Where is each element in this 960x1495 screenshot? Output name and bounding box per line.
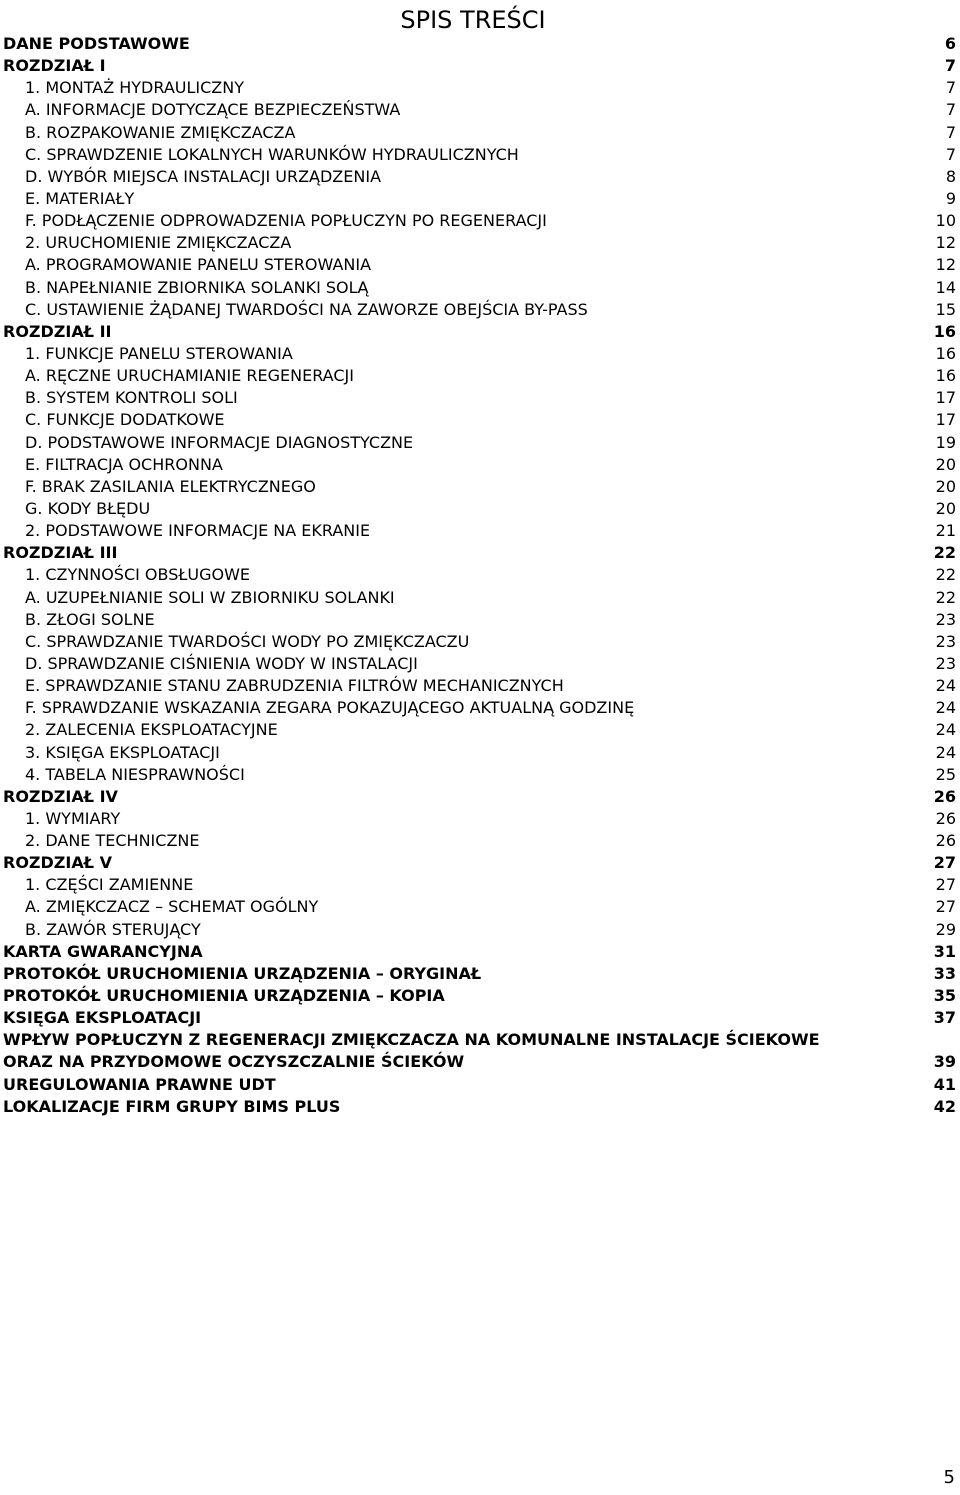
toc-entry-title: G. KODY BŁĘDU [25,498,151,518]
toc-entry-page: 17 [935,388,956,408]
toc-entry-title: A. RĘCZNE URUCHAMIANIE REGENERACJI [25,366,354,386]
toc-entry-title: B. ZAWÓR STERUJĄCY [25,919,201,939]
toc-entry[interactable] [3,166,956,188]
toc-entry-page: 39 [933,1052,956,1072]
toc-entry-title: ORAZ NA PRZYDOMOWE OCZYSZCZALNIE ŚCIEKÓW [3,1052,465,1072]
toc-entry[interactable] [3,277,956,299]
toc-entry-page: 7 [945,78,956,98]
toc-entry-page: 10 [935,211,956,231]
toc-entry-title: D. WYBÓR MIEJSCA INSTALACJI URZĄDZENIA [25,166,382,186]
toc-entry[interactable] [3,321,956,343]
toc-entry-page: 6 [944,34,956,53]
toc-entry[interactable] [3,33,956,55]
toc-entry[interactable] [3,963,956,985]
toc-entry-title: F. SPRAWDZANIE WSKAZANIA ZEGARA POKAZUJĄCEGO AKTUALNĄ GODZINĘ [25,698,635,718]
toc-entry[interactable] [3,254,956,276]
toc-entry-page: 24 [935,720,956,740]
toc-entry[interactable] [3,631,956,653]
toc-entry-title: ROZDZIAŁ II [3,321,112,341]
toc-entry[interactable] [3,232,956,254]
toc-entry-title: ROZDZIAŁ III [3,543,118,563]
toc-entry[interactable] [3,742,956,764]
toc-entry[interactable] [3,564,956,586]
toc-entry-page: 20 [935,454,956,474]
toc-entry-page: 27 [935,875,956,895]
toc-entry-page: 7 [945,144,956,164]
toc-entry-page: 33 [933,963,956,983]
toc-entry-page: 17 [935,410,956,430]
toc-entry-title: A. PROGRAMOWANIE PANELU STEROWANIA [25,255,372,275]
toc-entry[interactable] [3,343,956,365]
toc-entry-page: 12 [935,233,956,253]
toc-entry[interactable] [3,1096,956,1118]
toc-entry[interactable] [3,609,956,631]
toc-entry-title: 2. PODSTAWOWE INFORMACJE NA EKRANIE [25,521,371,541]
toc-entry-title: LOKALIZACJE FIRM GRUPY BIMS PLUS [3,1096,341,1116]
toc-entry-page: 42 [933,1096,956,1116]
toc-entry[interactable] [3,941,956,963]
toc-entry[interactable] [3,830,956,852]
toc-entry-title: 1. CZYNNOŚCI OBSŁUGOWE [25,565,250,585]
toc-entry-title: 1. CZĘŚCI ZAMIENNE [25,875,194,895]
toc-entry[interactable] [3,1051,956,1073]
toc-entry-title: KARTA GWARANCYJNA [3,941,203,961]
toc-entry-title: D. SPRAWDZANIE CIŚNIENIA WODY W INSTALACJI [25,653,418,673]
toc-entry[interactable] [3,387,956,409]
toc-entry-page: 23 [935,631,956,651]
toc-entry-page: 16 [935,343,956,363]
toc-entry-page: 25 [935,764,956,784]
toc-entry-title: B. SYSTEM KONTROLI SOLI [25,388,238,408]
toc-entry[interactable] [3,299,956,321]
toc-entry-title: D. PODSTAWOWE INFORMACJE DIAGNOSTYCZNE [25,432,414,452]
toc-entry-page: 12 [935,255,956,275]
toc-entry[interactable] [3,675,956,697]
toc-entry[interactable] [3,985,956,1007]
toc-entry-page: 20 [935,498,956,518]
toc-entry-title: F. PODŁĄCZENIE ODPROWADZENIA POPŁUCZYN PO REGENERACJI [25,211,547,231]
page-title: SPIS TREŚCI [400,6,546,34]
toc-entry-title: B. NAPEŁNIANIE ZBIORNIKA SOLANKI SOLĄ [25,277,369,297]
toc-entry-page: 37 [933,1008,956,1028]
table-of-contents [3,33,956,1118]
toc-entry[interactable] [3,365,956,387]
toc-entry-page: 22 [935,587,956,607]
toc-entry-title: C. SPRAWDZANIE TWARDOŚCI WODY PO ZMIĘKCZACZU [25,631,470,651]
toc-entry[interactable] [3,1007,956,1029]
toc-entry-page: 21 [935,521,956,541]
toc-entry-title: C. USTAWIENIE ŻĄDANEJ TWARDOŚCI NA ZAWORZE OBEJŚCIA BY-PASS [25,299,588,319]
toc-entry[interactable] [3,144,956,166]
toc-entry-title: DANE PODSTAWOWE [3,34,190,53]
toc-entry-page: 27 [935,897,956,917]
toc-entry[interactable] [3,896,956,918]
page-number: 5 [943,1467,955,1488]
toc-entry-page: 23 [935,653,956,673]
toc-entry-page: 7 [945,100,956,120]
toc-entry[interactable] [3,653,956,675]
toc-entry-title: KSIĘGA EKSPLOATACJI [3,1008,202,1028]
toc-entry-page: 26 [935,808,956,828]
toc-entry-title: PROTOKÓŁ URUCHOMIENIA URZĄDZENIA – KOPIA [3,986,445,1006]
toc-entry-title: E. MATERIAŁY [25,188,135,208]
toc-entry[interactable] [3,99,956,121]
toc-entry-title: A. INFORMACJE DOTYCZĄCE BEZPIECZEŃSTWA [25,100,401,120]
toc-entry-title: ROZDZIAŁ V [3,853,112,873]
toc-entry-page: 20 [935,476,956,496]
toc-entry-page: 27 [933,853,956,873]
toc-entry-page: 14 [935,277,956,297]
toc-entry-title: A. ZMIĘKCZACZ – SCHEMAT OGÓLNY [25,897,319,917]
toc-entry[interactable] [3,808,956,830]
toc-entry-title: ROZDZIAŁ IV [3,786,118,806]
toc-entry-title: E. FILTRACJA OCHRONNA [25,454,223,474]
toc-entry[interactable] [3,498,956,520]
toc-entry[interactable] [3,476,956,498]
toc-entry-page: 26 [933,786,956,806]
toc-entry-title: C. FUNKCJE DODATKOWE [25,410,225,430]
toc-entry[interactable] [3,852,956,874]
toc-entry-page: 7 [944,56,956,76]
toc-entry-title: B. ZŁOGI SOLNE [25,609,155,629]
toc-entry-title: E. SPRAWDZANIE STANU ZABRUDZENIA FILTRÓW MECHANICZNYCH [25,676,564,696]
toc-entry-title: PROTOKÓŁ URUCHOMIENIA URZĄDZENIA – ORYGINAŁ [3,963,482,983]
toc-entry[interactable] [3,210,956,232]
toc-entry-title: UREGULOWANIA PRAWNE UDT [3,1074,276,1094]
toc-entry[interactable] [3,432,956,454]
toc-entry-page: 8 [945,166,956,186]
toc-entry-page: 24 [935,676,956,696]
toc-entry-page: 15 [935,299,956,319]
toc-entry[interactable] [3,786,956,808]
toc-entry-title: A. UZUPEŁNIANIE SOLI W ZBIORNIKU SOLANKI [25,587,395,607]
toc-entry-title: WPŁYW POPŁUCZYN Z REGENERACJI ZMIĘKCZACZA NA KOMUNALNE INSTALACJE ŚCIEKOWE [3,1030,820,1050]
toc-entry[interactable] [3,520,956,542]
toc-entry-title: 3. KSIĘGA EKSPLOATACJI [25,742,220,762]
toc-entry-page: 16 [935,366,956,386]
toc-entry-title: F. BRAK ZASILANIA ELEKTRYCZNEGO [25,476,316,496]
toc-entry-page: 23 [935,609,956,629]
toc-entry-page: 9 [945,188,956,208]
toc-entry-page: 26 [935,831,956,851]
toc-entry[interactable] [3,409,956,431]
toc-entry[interactable] [3,1029,956,1051]
toc-entry-page: 24 [935,698,956,718]
toc-entry[interactable] [3,1074,956,1096]
toc-entry-page: 41 [933,1074,956,1094]
toc-entry-page: 29 [935,919,956,939]
toc-entry-page: 7 [945,122,956,142]
toc-entry-page: 24 [935,742,956,762]
toc-entry-title: 2. DANE TECHNICZNE [25,831,200,851]
toc-entry[interactable] [3,764,956,786]
toc-entry-page: 19 [935,432,956,452]
toc-entry-page: 22 [935,565,956,585]
toc-entry[interactable] [3,454,956,476]
toc-entry-page: 22 [933,543,956,563]
toc-entry-title: ROZDZIAŁ I [3,56,106,76]
toc-entry-title: B. ROZPAKOWANIE ZMIĘKCZACZA [25,122,296,142]
toc-entry[interactable] [3,55,956,77]
toc-entry-page: 31 [933,941,956,961]
toc-entry[interactable] [3,188,956,210]
toc-entry[interactable] [3,122,956,144]
toc-entry[interactable] [3,697,956,719]
toc-entry[interactable] [3,919,956,941]
toc-entry[interactable] [3,719,956,741]
toc-entry-page: 35 [933,986,956,1006]
toc-entry[interactable] [3,587,956,609]
toc-entry[interactable] [3,542,956,564]
toc-entry[interactable] [3,77,956,99]
toc-entry-title: C. SPRAWDZENIE LOKALNYCH WARUNKÓW HYDRAULICZNYCH [25,144,519,164]
toc-entry-title: 4. TABELA NIESPRAWNOŚCI [25,764,245,784]
toc-entry-title: 2. ZALECENIA EKSPLOATACYJNE [25,720,278,740]
toc-entry-page: 16 [933,321,956,341]
toc-entry-title: 1. WYMIARY [25,808,121,828]
toc-entry-title: 2. URUCHOMIENIE ZMIĘKCZACZA [25,233,292,253]
toc-entry-title: 1. FUNKCJE PANELU STEROWANIA [25,343,293,363]
toc-entry-title: 1. MONTAŻ HYDRAULICZNY [25,78,244,98]
toc-entry[interactable] [3,874,956,896]
